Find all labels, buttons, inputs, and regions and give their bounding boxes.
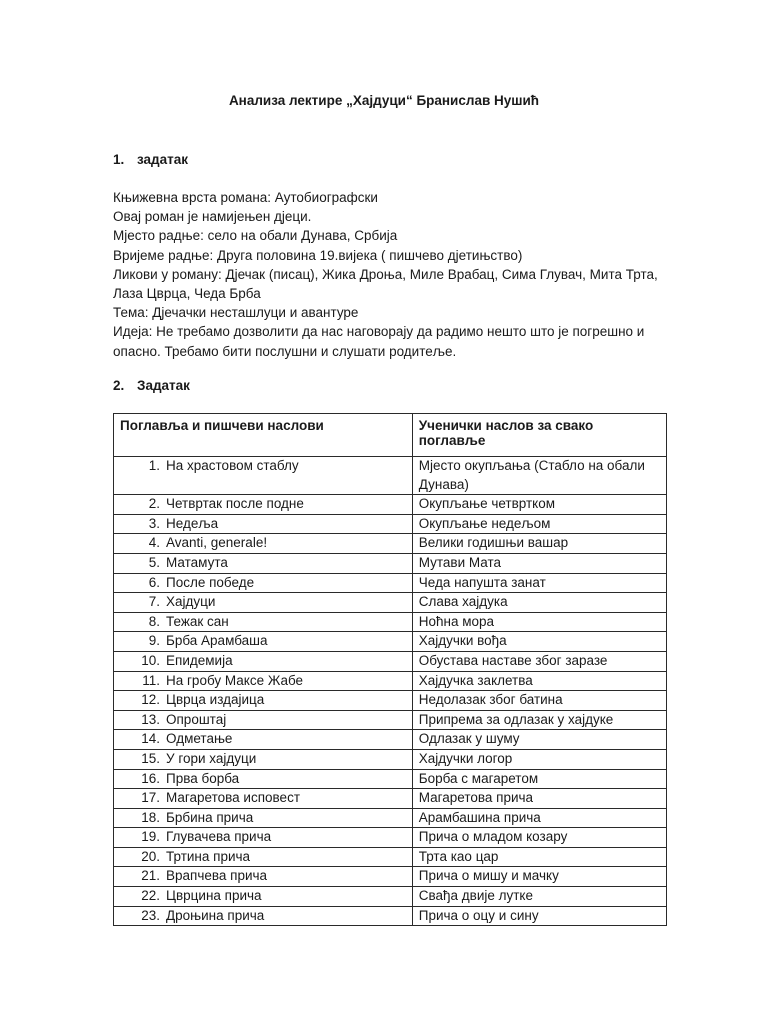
chapter-cell — [114, 514, 413, 534]
chapter-number: 6. — [148, 574, 160, 590]
table-row — [114, 671, 667, 691]
student-title-cell: Окупљање недељом — [412, 514, 666, 534]
chapter-number: 14. — [141, 731, 160, 747]
chapter-cell — [114, 612, 413, 632]
column-header-student-titles: Ученички наслов за свако поглавље — [412, 414, 666, 457]
student-title-cell: Одлазак у шуму — [412, 730, 666, 750]
chapter-number: 13. — [141, 711, 160, 727]
chapter-number: 11. — [142, 672, 160, 688]
task-1-label: задатак — [137, 152, 188, 167]
table-row — [114, 593, 667, 613]
chapter-title: На храстовом стаблу — [166, 458, 299, 473]
chapter-title: Дроњина прича — [166, 907, 265, 923]
student-title-cell: Хајдучки логор — [412, 749, 666, 769]
chapter-title: Цврца издајица — [166, 692, 265, 708]
info-line-characters: Ликови у роману: Дјечак (писац), Жика Дроња, Миле Врабац, Сима Глувач, Мита Трта, Лаза Цврца, Чеда Брба — [113, 266, 658, 302]
table-row — [114, 573, 667, 593]
student-title-cell: Мјесто окупљања (Стабло на обали Дунава) — [412, 457, 666, 495]
chapter-number: 5. — [148, 554, 160, 570]
column-header-chapters: Поглавља и пишчеви наслови — [114, 414, 413, 457]
chapter-number: 15. — [141, 750, 160, 766]
chapter-number: 4. — [148, 535, 160, 551]
chapter-number: 19. — [141, 829, 160, 845]
task-2-heading — [113, 378, 190, 393]
chapter-cell — [114, 847, 413, 867]
chapter-number: 3. — [148, 515, 160, 531]
chapter-number: 23. — [141, 907, 160, 923]
student-title-cell: Велики годишњи вашар — [412, 534, 666, 554]
chapter-number: 7. — [148, 594, 160, 610]
chapter-cell — [114, 887, 413, 907]
task-2-number: 2. — [113, 378, 125, 393]
chapter-title: Матамута — [166, 554, 228, 570]
page-title: Анализа лектире „Хајдуци“ Бранислав Нушић — [228, 93, 540, 108]
chapter-number: 18. — [141, 809, 160, 825]
chapter-cell — [114, 710, 413, 730]
chapter-number: 21. — [141, 868, 160, 884]
chapter-number: 22. — [141, 888, 160, 904]
student-title-cell: Чеда напушта занат — [412, 573, 666, 593]
info-line-theme: Тема: Дјечачки несташлуци и авантуре — [113, 305, 359, 321]
student-title-cell: Трта као цар — [412, 847, 666, 867]
chapter-cell — [114, 593, 413, 613]
chapter-title: Врапчева прича — [166, 868, 268, 884]
chapter-title: Avanti, generale! — [166, 535, 268, 551]
table-row — [114, 534, 667, 554]
chapter-title: Глувачева прича — [166, 829, 272, 845]
table-row — [114, 828, 667, 848]
chapter-cell — [114, 553, 413, 573]
chapter-cell — [114, 867, 413, 887]
chapter-title: Цврцина прича — [166, 888, 262, 904]
student-title-cell: Арамбашина прича — [412, 808, 666, 828]
table-row — [114, 730, 667, 750]
student-title-cell: Хајдучка заклетва — [412, 671, 666, 691]
chapter-cell — [114, 534, 413, 554]
info-line-audience: Овај роман је намијењен дјеци. — [113, 209, 312, 225]
student-title-cell: Хајдучки вођа — [412, 632, 666, 652]
chapter-title: Хајдуци — [166, 594, 216, 610]
chapter-title: Одметање — [166, 731, 233, 747]
table-row — [114, 691, 667, 711]
table-row — [114, 769, 667, 789]
chapter-title: Брба Арамбаша — [166, 633, 268, 649]
chapter-number: 17. — [141, 790, 160, 806]
student-title-cell: Борба с магаретом — [412, 769, 666, 789]
table-row — [114, 867, 667, 887]
table-row — [114, 749, 667, 769]
table-row — [114, 847, 667, 867]
table-row — [114, 514, 667, 534]
student-title-cell: Прича о оцу и сину — [412, 906, 666, 926]
chapter-cell — [114, 632, 413, 652]
table-row — [114, 710, 667, 730]
chapter-cell — [114, 906, 413, 926]
student-title-cell: Припрема за одлазак у хајдуке — [412, 710, 666, 730]
chapter-cell — [114, 671, 413, 691]
table-body — [114, 457, 667, 926]
chapter-number: 9. — [148, 633, 160, 649]
chapter-title: Опроштај — [166, 711, 227, 727]
book-info — [113, 188, 673, 361]
chapter-cell — [114, 730, 413, 750]
table-row — [114, 789, 667, 809]
student-title-cell: Обустава наставе због заразе — [412, 651, 666, 671]
chapter-title: Недеља — [166, 515, 219, 531]
chapter-cell — [114, 691, 413, 711]
student-title-cell: Мутави Мата — [412, 553, 666, 573]
task-1-number: 1. — [113, 152, 125, 167]
info-line-place: Мјесто радње: село на обали Дунава, Србија — [113, 228, 398, 244]
chapter-cell — [114, 749, 413, 769]
chapter-number: 10. — [141, 652, 160, 668]
chapter-title: Четвртак после подне — [166, 496, 304, 512]
chapter-title: Епидемија — [166, 652, 233, 668]
chapter-title: Магаретова исповест — [166, 790, 300, 806]
chapter-title: Тежак сан — [166, 613, 229, 629]
table-row — [114, 808, 667, 828]
chapter-cell — [114, 651, 413, 671]
task-1-heading — [113, 152, 188, 167]
chapter-number: 12. — [141, 692, 160, 708]
student-title-cell: Прича о младом козару — [412, 828, 666, 848]
chapter-cell — [114, 495, 413, 515]
chapter-number: 2. — [148, 496, 160, 512]
info-line-time: Вријеме радње: Друга половина 19.вијека ( пишчево дјетињство) — [113, 247, 523, 263]
chapter-title: Прва борба — [166, 770, 240, 786]
chapter-cell — [114, 828, 413, 848]
chapter-title: После победе — [166, 574, 255, 590]
table-row — [114, 457, 667, 495]
student-title-cell: Прича о мишу и мачку — [412, 867, 666, 887]
student-title-cell: Ноћна мора — [412, 612, 666, 632]
chapter-cell — [114, 789, 413, 809]
table-row — [114, 651, 667, 671]
chapter-cell — [114, 769, 413, 789]
chapter-number: 1. — [148, 458, 160, 473]
info-line-genre: Књижевна врста романа: Аутобиографски — [113, 190, 378, 205]
table-row — [114, 495, 667, 515]
table-row — [114, 612, 667, 632]
student-title-cell: Слава хајдука — [412, 593, 666, 613]
table-row — [114, 632, 667, 652]
student-title-cell: Недолазак због батина — [412, 691, 666, 711]
chapter-title: Тртина прича — [166, 848, 251, 864]
chapter-number: 16. — [141, 770, 160, 786]
chapter-cell — [114, 573, 413, 593]
chapters-table — [113, 413, 667, 926]
info-line-idea: Идеја: Не требамо дозволити да нас наговорају да радимо нешто што је погрешно и опасно. Требамо бити послушни и слушати родитеље. — [113, 324, 645, 359]
student-title-cell: Свађа двије лутке — [412, 887, 666, 907]
chapter-number: 20. — [141, 848, 160, 864]
chapter-cell — [114, 808, 413, 828]
chapter-title: У гори хајдуци — [166, 750, 257, 766]
chapter-title: На гробу Максе Жабе — [166, 672, 304, 688]
student-title-cell: Магаретова прича — [412, 789, 666, 809]
chapter-title: Брбина прича — [166, 809, 254, 825]
task-2-label: Задатак — [137, 378, 190, 393]
table-row — [114, 887, 667, 907]
chapter-cell — [114, 457, 413, 495]
chapter-number: 8. — [148, 613, 160, 629]
table-header-row — [114, 414, 667, 457]
student-title-cell: Окупљање четвртком — [412, 495, 666, 515]
table-row — [114, 553, 667, 573]
table-row — [114, 906, 667, 926]
